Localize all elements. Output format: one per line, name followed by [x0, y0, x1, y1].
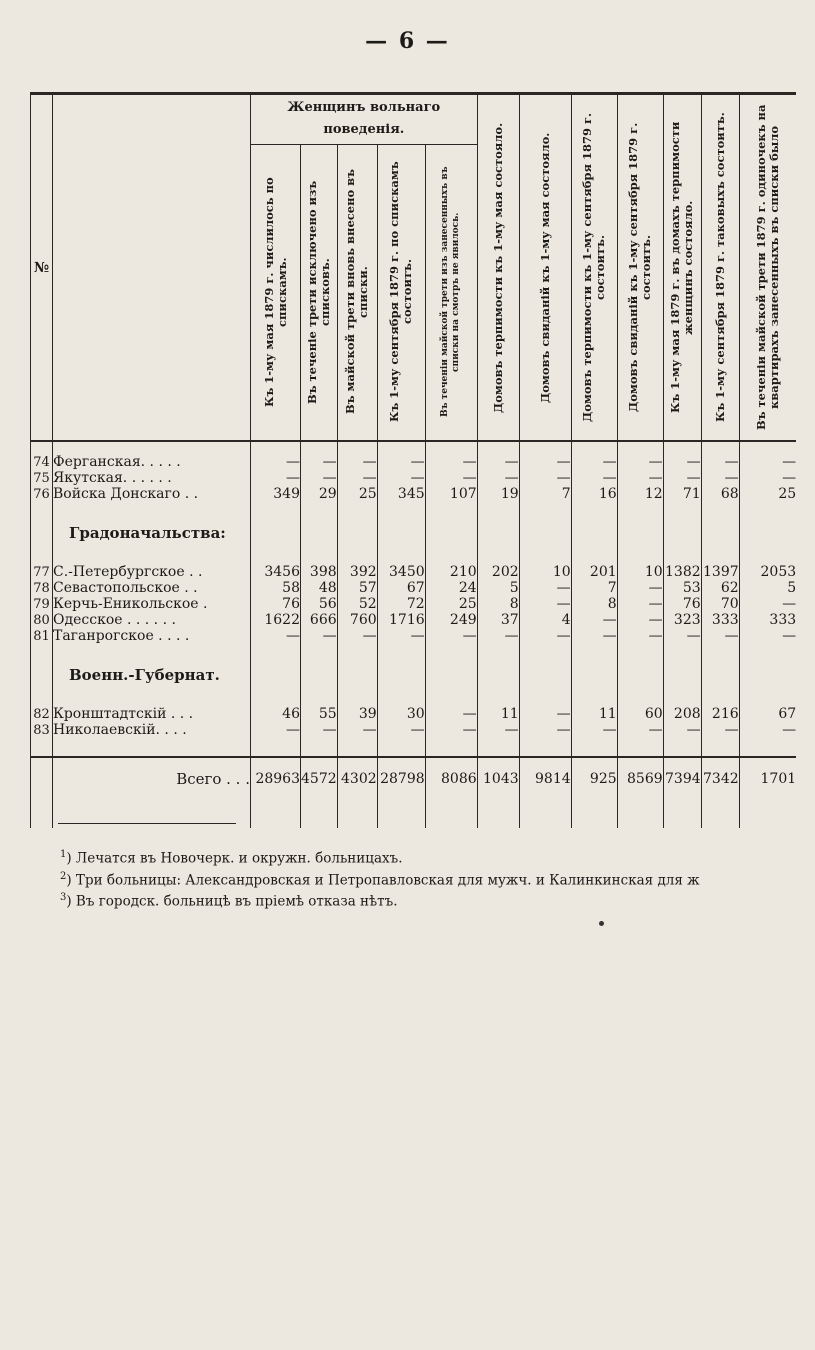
row-value: —: [337, 722, 377, 738]
row-value: 5: [477, 580, 519, 596]
header-col-5: Въ теченіи майской трети изъ занесенныхъ въ списки на смотръ не явилось.: [425, 144, 477, 441]
row-value: 16: [571, 486, 617, 502]
row-value: 62: [701, 580, 739, 596]
row-value: —: [617, 470, 663, 486]
row-value: 760: [337, 612, 377, 628]
row-value: —: [617, 628, 663, 644]
header-col-4: Къ 1-му сентября 1879 г. по спискамъ состоитъ.: [377, 144, 425, 441]
row-value: —: [571, 612, 617, 628]
row-number: 80: [31, 612, 53, 628]
row-value: 10: [519, 564, 571, 580]
row-value: —: [301, 628, 338, 644]
footnotes-rule: [58, 823, 236, 824]
row-value: —: [377, 470, 425, 486]
row-value: —: [519, 722, 571, 738]
row-value: —: [617, 612, 663, 628]
row-value: —: [617, 722, 663, 738]
table-row: [31, 564, 797, 580]
row-value: 55: [301, 706, 338, 722]
section-row: [31, 644, 797, 706]
row-value: 201: [571, 564, 617, 580]
row-value: 8: [477, 596, 519, 612]
row-value: —: [425, 454, 477, 470]
footnote-3: $^3$) Въ городск. больницѣ въ пріемѣ отказа нѣтъ.: [60, 892, 398, 910]
header-name: [53, 94, 251, 442]
footnotes: [60, 846, 700, 911]
row-value: 4: [519, 612, 571, 628]
row-value: 46: [251, 706, 301, 722]
table-row: [31, 454, 797, 470]
section-row: [31, 502, 797, 564]
row-value: —: [519, 580, 571, 596]
row-value: 53: [663, 580, 701, 596]
row-value: —: [425, 470, 477, 486]
row-value: —: [251, 470, 301, 486]
row-value: 25: [337, 486, 377, 502]
row-name: Николаевскій. . . .: [53, 722, 251, 738]
row-name: Ферганская. . . . .: [53, 454, 251, 470]
row-value: 25: [739, 486, 796, 502]
row-value: 10: [617, 564, 663, 580]
row-value: —: [739, 722, 796, 738]
row-value: —: [519, 628, 571, 644]
row-value: 29: [301, 486, 338, 502]
footnote-2: $^2$) Три больницы: Александровская и Петропавловская для мужч. и Калинкинская для ж: [60, 870, 700, 888]
row-value: 107: [425, 486, 477, 502]
row-value: —: [301, 454, 338, 470]
row-value: 345: [377, 486, 425, 502]
row-value: —: [377, 454, 425, 470]
row-value: —: [377, 628, 425, 644]
row-value: 37: [477, 612, 519, 628]
row-value: —: [571, 470, 617, 486]
row-value: —: [519, 706, 571, 722]
row-value: —: [663, 454, 701, 470]
row-value: 76: [663, 596, 701, 612]
row-value: —: [519, 454, 571, 470]
row-value: 1716: [377, 612, 425, 628]
row-value: —: [477, 628, 519, 644]
row-value: 52: [337, 596, 377, 612]
row-value: —: [477, 722, 519, 738]
row-value: 216: [701, 706, 739, 722]
row-number: 75: [31, 470, 53, 486]
row-value: 1382: [665, 564, 701, 580]
row-value: —: [571, 454, 617, 470]
row-value: —: [251, 722, 301, 738]
total-row: [31, 757, 797, 800]
row-number: 83: [31, 722, 53, 738]
row-value: —: [477, 454, 519, 470]
row-value: —: [377, 722, 425, 738]
total-value: 4302: [337, 757, 377, 800]
row-name: Войска Донскаго . .: [53, 486, 251, 502]
row-value: —: [663, 722, 701, 738]
row-value: 11: [477, 706, 519, 722]
table-row: [31, 612, 797, 628]
row-value: 57: [337, 580, 377, 596]
row-value: 7: [519, 486, 571, 502]
row-value: —: [425, 706, 477, 722]
row-name: Таганрогское . . . .: [53, 628, 251, 644]
header-col-8: Домовъ терпимости къ 1-му сентября 1879 г. состоитъ.: [571, 94, 617, 442]
row-value: 398: [301, 564, 338, 580]
row-value: —: [739, 470, 796, 486]
section-title: Градоначальства:: [53, 502, 251, 564]
row-value: 19: [477, 486, 519, 502]
table-row: [31, 596, 797, 612]
row-value: —: [701, 722, 739, 738]
total-value: 1701: [739, 757, 796, 800]
total-value: 28798: [377, 757, 425, 800]
header-col-9: Домовъ свиданій къ 1-му сентября 1879 г. состоитъ.: [617, 94, 663, 442]
row-value: —: [663, 628, 701, 644]
statistics-table: [30, 92, 796, 828]
table-row: [31, 470, 797, 486]
row-value: 323: [663, 612, 701, 628]
row-value: 2053: [739, 564, 796, 580]
row-value: 71: [663, 486, 701, 502]
total-value: 925: [571, 757, 617, 800]
row-value: —: [571, 722, 617, 738]
row-value: 67: [377, 580, 425, 596]
header-col-1: Къ 1-му мая 1879 г. числилось по спискамъ.: [251, 144, 301, 441]
row-value: 1397: [703, 564, 739, 580]
row-value: —: [739, 596, 796, 612]
row-value: 25: [425, 596, 477, 612]
row-value: —: [251, 454, 301, 470]
row-value: —: [617, 596, 663, 612]
row-value: —: [739, 454, 796, 470]
row-value: 70: [701, 596, 739, 612]
row-value: —: [301, 470, 338, 486]
row-value: —: [251, 628, 301, 644]
row-value: —: [571, 628, 617, 644]
total-value: 1043: [477, 757, 519, 800]
row-value: —: [337, 454, 377, 470]
row-name: С.-Петербургское . .: [53, 564, 251, 580]
row-value: —: [617, 580, 663, 596]
row-value: 30: [377, 706, 425, 722]
row-name: Севастопольское . .: [53, 580, 251, 596]
row-value: 67: [739, 706, 796, 722]
row-number: 81: [31, 628, 53, 644]
header-col-3: Въ майской трети вновь внесено въ списки.: [337, 144, 377, 441]
row-value: 8: [571, 596, 617, 612]
row-value: 202: [477, 564, 519, 580]
row-value: —: [337, 628, 377, 644]
header-col-10: Къ 1-му мая 1879 г. въ домахъ терпимости женщинъ состояло.: [663, 94, 701, 442]
footnote-1: $^1$) Лечатся въ Новочерк. и окружн. больницахъ.: [60, 849, 403, 867]
row-number: 82: [31, 706, 53, 722]
total-value: 8569: [617, 757, 663, 800]
row-number: 78: [31, 580, 53, 596]
row-value: 48: [301, 580, 338, 596]
row-value: 333: [701, 612, 739, 628]
row-value: 76: [251, 596, 301, 612]
row-value: —: [477, 470, 519, 486]
row-value: 3450: [377, 564, 425, 580]
row-value: —: [701, 454, 739, 470]
row-value: 68: [701, 486, 739, 502]
row-value: 12: [617, 486, 663, 502]
row-value: 39: [337, 706, 377, 722]
table-row: [31, 580, 797, 596]
total-value: 7394: [663, 757, 701, 800]
row-value: 58: [251, 580, 301, 596]
row-value: —: [425, 722, 477, 738]
total-value: 7342: [701, 757, 739, 800]
row-value: —: [519, 470, 571, 486]
row-name: Кронштадтскій . . .: [53, 706, 251, 722]
row-value: 72: [377, 596, 425, 612]
row-value: —: [739, 628, 796, 644]
total-value: 8086: [425, 757, 477, 800]
row-value: 1622: [251, 612, 301, 628]
table-row: [31, 486, 797, 502]
row-value: 333: [739, 612, 796, 628]
row-value: 208: [663, 706, 701, 722]
row-value: 3456: [251, 564, 301, 580]
row-value: 666: [301, 612, 338, 628]
ink-dot: [599, 921, 604, 926]
row-number: 77: [31, 564, 53, 580]
table-row: [31, 722, 797, 738]
row-value: —: [519, 596, 571, 612]
header-col-7: Домовъ свиданій къ 1-му мая состояло.: [519, 94, 571, 442]
header-group-women: Женщинъ вольнаго поведенія.: [251, 94, 478, 145]
header-col-2: Въ теченіе трети исключено изъ списковъ.: [301, 144, 338, 441]
row-value: 56: [301, 596, 338, 612]
row-value: —: [301, 722, 338, 738]
row-value: —: [663, 470, 701, 486]
row-value: 60: [617, 706, 663, 722]
header-col-11: Къ 1-му сентября 1879 г. таковыхъ состоитъ.: [701, 94, 739, 442]
table-row: [31, 706, 797, 722]
header-col-6: Домовъ терпимости къ 1-му мая состояло.: [477, 94, 519, 442]
row-value: 5: [739, 580, 796, 596]
row-name: Керчь-Еникольское .: [53, 596, 251, 612]
row-value: 7: [571, 580, 617, 596]
row-value: —: [617, 454, 663, 470]
row-value: —: [701, 470, 739, 486]
total-value: 4572: [301, 757, 338, 800]
total-value: 9814: [519, 757, 571, 800]
row-value: 11: [571, 706, 617, 722]
total-label: Всего . . .: [53, 757, 251, 800]
row-number: 76: [31, 486, 53, 502]
section-title: Военн.-Губернат.: [53, 644, 251, 706]
page-number: — 6 —: [365, 28, 450, 54]
table-row: [31, 628, 797, 644]
row-value: 392: [337, 564, 377, 580]
row-value: —: [337, 470, 377, 486]
row-value: 24: [425, 580, 477, 596]
total-value: 28963: [251, 757, 301, 800]
row-value: 210: [425, 564, 477, 580]
row-value: —: [701, 628, 739, 644]
row-number: 74: [31, 454, 53, 470]
header-col-12: Въ теченіи майской трети 1879 г. одиночекъ на квартирахъ занесенныхъ въ списки было: [739, 94, 796, 442]
header-number: №: [31, 94, 53, 442]
row-value: 349: [251, 486, 301, 502]
row-value: 249: [425, 612, 477, 628]
row-number: 79: [31, 596, 53, 612]
row-name: Якутская. . . . . .: [53, 470, 251, 486]
row-value: —: [425, 628, 477, 644]
row-name: Одесское . . . . . .: [53, 612, 251, 628]
